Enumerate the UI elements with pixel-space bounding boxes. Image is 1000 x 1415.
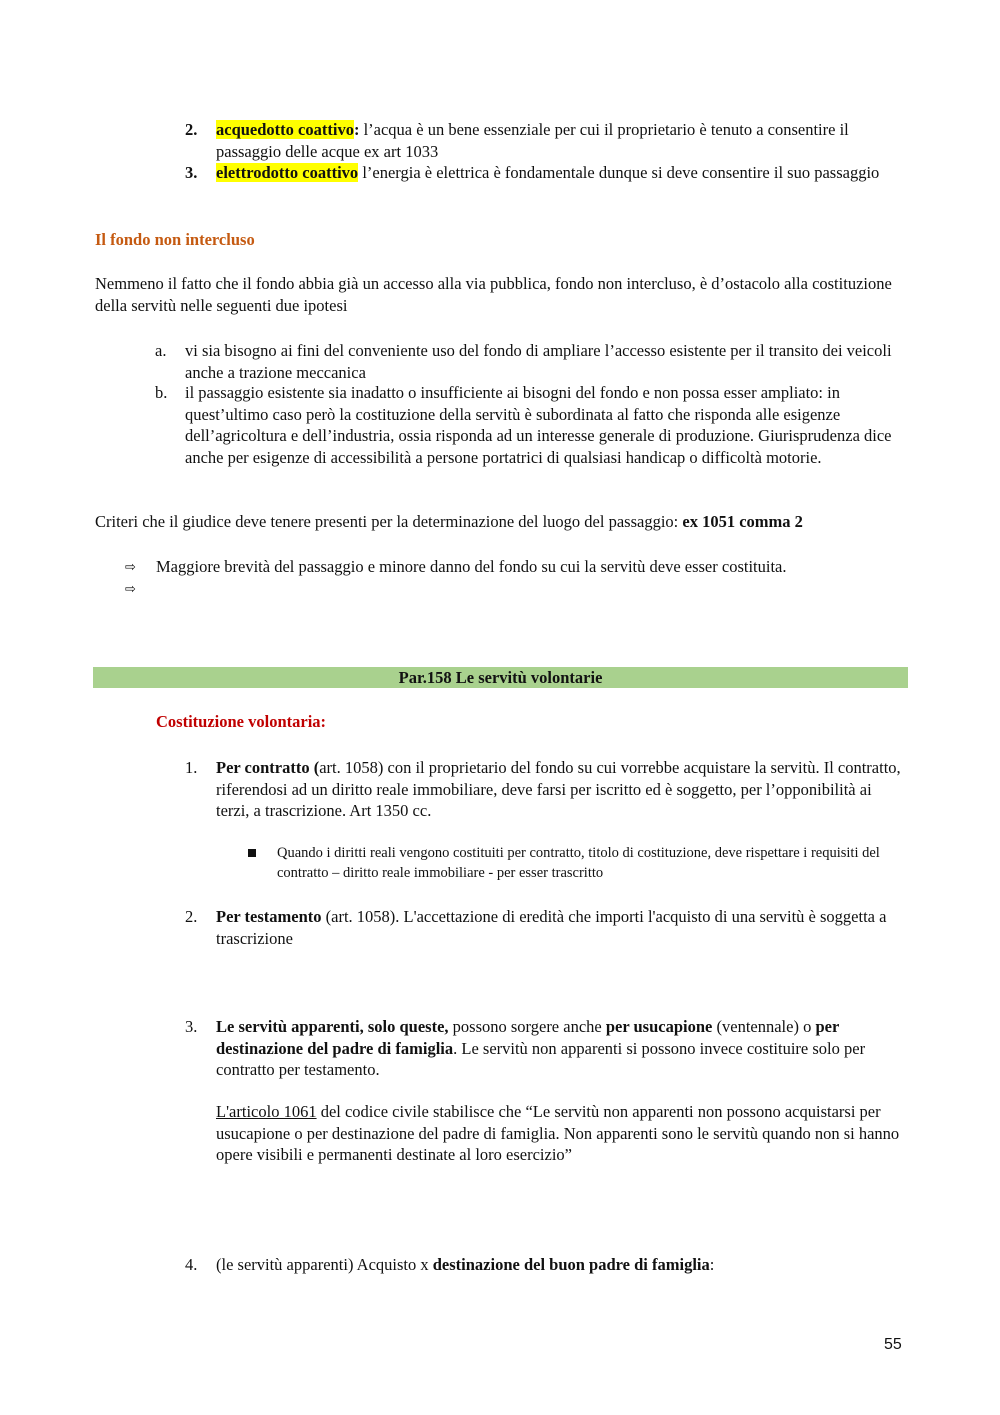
- term-colon: :: [353, 120, 360, 139]
- list-number: 3.: [185, 163, 198, 182]
- intro-paragraph: Nemmeno il fatto che il fondo abbia già un accesso alla via pubblica, fondo non intercluso, è d’ostacolo alla costituzione della servitù nelle seguenti due ipotesi: [95, 274, 892, 315]
- list-number: 1.: [185, 758, 198, 777]
- article-paragraph: [216, 1101, 906, 1166]
- criteria-reference: ex 1051 comma 2: [682, 512, 803, 531]
- list-item-text: vi sia bisogno ai fini del conveniente uso del fondo di ampliare l’accesso esistente per il transito dei veicoli anche a trazione meccanica: [185, 341, 892, 382]
- subheading: Costituzione volontaria:: [156, 712, 327, 731]
- list-item-body: . Le servitù non apparenti si possono invece costituire solo per contratto per testamento.: [216, 1038, 866, 1079]
- list-item-text: [216, 1254, 906, 1276]
- article-text: del codice civile stabilisce che “Le servitù non apparenti non possono acquistarsi per usucapione o per destinazione del padre di famiglia. Non apparenti sono le servitù quando non si hanno opere visibili e permanenti destinate al loro esercizio”: [216, 1102, 900, 1164]
- list-number: 4.: [185, 1255, 198, 1274]
- highlighted-term: elettrodotto coattivo: [216, 163, 359, 182]
- list-item-text: [216, 757, 906, 822]
- list-item-text: [216, 906, 906, 949]
- section-heading: Il fondo non intercluso: [95, 230, 255, 249]
- list-item-text: il passaggio esistente sia inadatto o insufficiente ai bisogni del fondo e non possa esser ampliato: in quest’ultimo caso però la costituzione della servitù è subordinata al fatto che risponda alle esigenze dell’agricoltura e dell’industria, ossia risponda ad un interesse generale di produzione. Giurisprudenza dice anche per esigenze di accessibilità a persone portatrici di qualsiasi handicap o difficoltà motorie.: [185, 383, 892, 467]
- list-letter: b.: [155, 383, 168, 402]
- criteria-paragraph: [95, 511, 910, 533]
- list-item-body: possono sorgere anche: [448, 1017, 606, 1036]
- article-link[interactable]: L'articolo 1061: [216, 1102, 317, 1121]
- section-title-band: Par.158 Le servitù volontarie: [93, 667, 908, 688]
- highlighted-term: acquedotto coattivo: [216, 120, 354, 139]
- list-item-body: l’acqua è un bene essenziale per cui il proprietario è tenuto a consentire il passaggio delle acque ex art 1033: [216, 120, 849, 161]
- list-item-body: :: [709, 1255, 715, 1274]
- list-number: 3.: [185, 1017, 198, 1036]
- list-item-body: l’energia è elettrica è fondamentale dunque si deve consentire il suo passaggio: [358, 163, 880, 182]
- list-item-text: [216, 119, 906, 162]
- arrow-list-item: Maggiore brevità del passaggio e minore danno del fondo su cui la servitù deve esser costituita.: [156, 557, 787, 576]
- list-item-body: (art. 1058). L'accettazione di eredità che importi l'acquisto di una servitù è soggetta a trascrizione: [216, 907, 887, 948]
- list-letter: a.: [155, 341, 167, 360]
- list-item-text: [216, 162, 906, 184]
- arrow-bullet-icon: ⇨: [125, 560, 136, 575]
- list-item-body: (ventennale) o: [712, 1017, 816, 1036]
- list-item-body: art. 1058) con il proprietario del fondo su cui vorrebbe acquistare la servitù. Il contratto, riferendosi ad un diritto reale immobiliare, deve farsi per iscritto ed è soggetto, per l’opponibilità ai terzi, a trascrizione. Art 1350 cc.: [216, 758, 901, 820]
- page-number: 55: [884, 1336, 902, 1353]
- bullet-note: Quando i diritti reali vengono costituiti per contratto, titolo di costituzione, deve rispettare i requisiti del contratto – diritto reale immobiliare - per esser trascritto: [277, 845, 880, 881]
- list-item-bold: per destinazione del padre di famiglia: [216, 1017, 839, 1058]
- list-item-body: (le servitù apparenti) Acquisto x: [216, 1255, 433, 1274]
- list-item-bold: Per contratto (: [216, 758, 320, 777]
- list-item-bold: Per testamento: [216, 907, 322, 926]
- square-bullet-icon: [248, 849, 256, 857]
- list-number: 2.: [185, 120, 198, 139]
- list-item-bold: per usucapione: [605, 1017, 713, 1036]
- arrow-bullet-icon: ⇨: [125, 582, 136, 597]
- list-number: 2.: [185, 907, 198, 926]
- list-item-text: [216, 1016, 906, 1081]
- list-item-bold: destinazione del buon padre di famiglia: [432, 1255, 710, 1274]
- criteria-text: Criteri che il giudice deve tenere presenti per la determinazione del luogo del passaggio:: [95, 512, 683, 531]
- list-item-bold: Le servitù apparenti, solo queste,: [216, 1017, 449, 1036]
